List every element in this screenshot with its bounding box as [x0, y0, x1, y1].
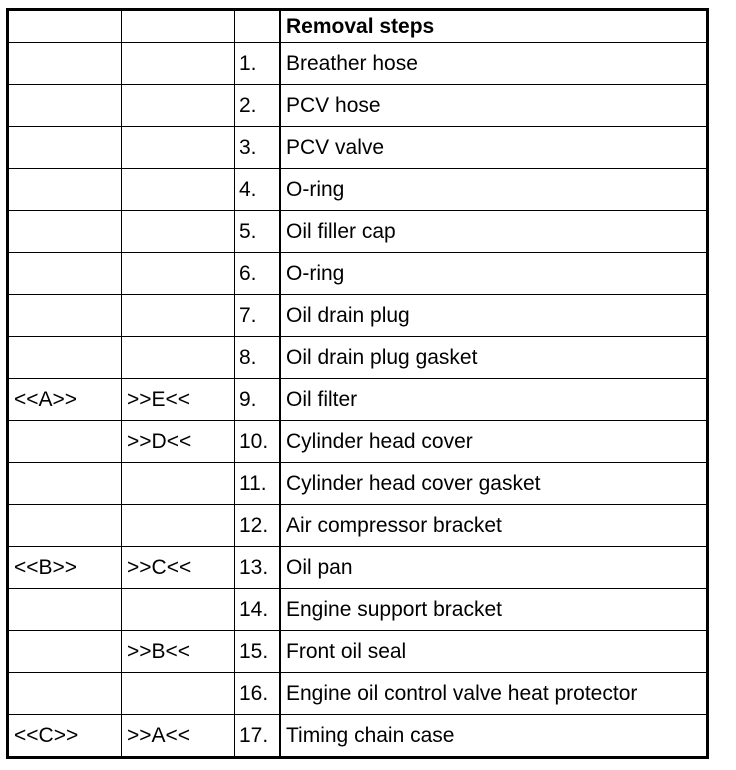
- table-row: [8, 337, 708, 379]
- step-number-cell: 15.: [235, 631, 281, 673]
- header-cell-removal-steps: Removal steps: [280, 10, 708, 43]
- install-ref-cell: [122, 589, 235, 631]
- install-ref-cell: >>A<<: [122, 715, 235, 758]
- removal-ref-cell: [8, 337, 122, 379]
- install-ref-cell: [122, 127, 235, 169]
- install-ref-cell: [122, 211, 235, 253]
- removal-ref-cell: <<B>>: [8, 547, 122, 589]
- install-ref-cell: >>E<<: [122, 379, 235, 421]
- step-number-cell: 14.: [235, 589, 281, 631]
- table-row: [8, 631, 708, 673]
- removal-ref-cell: [8, 463, 122, 505]
- install-ref-cell: [122, 337, 235, 379]
- step-number-cell: 10.: [235, 421, 281, 463]
- step-number-cell: 5.: [235, 211, 281, 253]
- step-name-cell: Breather hose: [280, 43, 708, 85]
- table-row: [8, 211, 708, 253]
- removal-ref-cell: [8, 673, 122, 715]
- step-name-cell: Timing chain case: [280, 715, 708, 758]
- step-number-cell: 1.: [235, 43, 281, 85]
- step-name-cell: Air compressor bracket: [280, 505, 708, 547]
- install-ref-cell: [122, 463, 235, 505]
- step-number-cell: 17.: [235, 715, 281, 758]
- step-number-cell: 3.: [235, 127, 281, 169]
- install-ref-cell: [122, 253, 235, 295]
- table-row: [8, 463, 708, 505]
- step-number-cell: 2.: [235, 85, 281, 127]
- table-row: [8, 421, 708, 463]
- step-name-cell: Cylinder head cover gasket: [280, 463, 708, 505]
- removal-ref-cell: [8, 421, 122, 463]
- step-number-cell: 8.: [235, 337, 281, 379]
- install-ref-cell: >>D<<: [122, 421, 235, 463]
- removal-ref-cell: [8, 85, 122, 127]
- removal-ref-cell: [8, 295, 122, 337]
- install-ref-cell: [122, 43, 235, 85]
- table-row: [8, 547, 708, 589]
- removal-ref-cell: [8, 505, 122, 547]
- table-row: [8, 127, 708, 169]
- step-name-cell: Oil pan: [280, 547, 708, 589]
- install-ref-cell: [122, 85, 235, 127]
- table-row: [8, 505, 708, 547]
- step-number-cell: 4.: [235, 169, 281, 211]
- removal-ref-cell: [8, 211, 122, 253]
- step-number-cell: 12.: [235, 505, 281, 547]
- table-row: [8, 673, 708, 715]
- install-ref-cell: [122, 505, 235, 547]
- step-name-cell: Oil filter: [280, 379, 708, 421]
- removal-ref-cell: [8, 253, 122, 295]
- step-name-cell: O-ring: [280, 169, 708, 211]
- install-ref-cell: >>C<<: [122, 547, 235, 589]
- header-cell-install-ref: [122, 10, 235, 43]
- install-ref-cell: >>B<<: [122, 631, 235, 673]
- step-name-cell: Oil filler cap: [280, 211, 708, 253]
- install-ref-cell: [122, 673, 235, 715]
- step-number-cell: 6.: [235, 253, 281, 295]
- step-name-cell: Engine support bracket: [280, 589, 708, 631]
- step-number-cell: 16.: [235, 673, 281, 715]
- table-row: [8, 169, 708, 211]
- step-name-cell: Engine oil control valve heat protector: [280, 673, 708, 715]
- table-row: [8, 379, 708, 421]
- table-row: [8, 43, 708, 85]
- removal-ref-cell: [8, 127, 122, 169]
- table-row: [8, 589, 708, 631]
- step-name-cell: O-ring: [280, 253, 708, 295]
- step-number-cell: 11.: [235, 463, 281, 505]
- removal-ref-cell: [8, 631, 122, 673]
- removal-ref-cell: [8, 169, 122, 211]
- step-name-cell: PCV hose: [280, 85, 708, 127]
- step-name-cell: Cylinder head cover: [280, 421, 708, 463]
- table-row: [8, 85, 708, 127]
- table-row: [8, 253, 708, 295]
- removal-ref-cell: [8, 43, 122, 85]
- step-number-cell: 9.: [235, 379, 281, 421]
- step-name-cell: Front oil seal: [280, 631, 708, 673]
- table-row: [8, 295, 708, 337]
- install-ref-cell: [122, 295, 235, 337]
- step-name-cell: Oil drain plug gasket: [280, 337, 708, 379]
- header-cell-removal-ref: [8, 10, 122, 43]
- removal-ref-cell: <<A>>: [8, 379, 122, 421]
- header-cell-number: [235, 10, 281, 43]
- removal-steps-table: [6, 8, 709, 759]
- removal-ref-cell: <<C>>: [8, 715, 122, 758]
- table-row: [8, 715, 708, 758]
- step-number-cell: 7.: [235, 295, 281, 337]
- install-ref-cell: [122, 169, 235, 211]
- step-name-cell: PCV valve: [280, 127, 708, 169]
- step-number-cell: 13.: [235, 547, 281, 589]
- removal-ref-cell: [8, 589, 122, 631]
- table-header-row: [8, 10, 708, 43]
- step-name-cell: Oil drain plug: [280, 295, 708, 337]
